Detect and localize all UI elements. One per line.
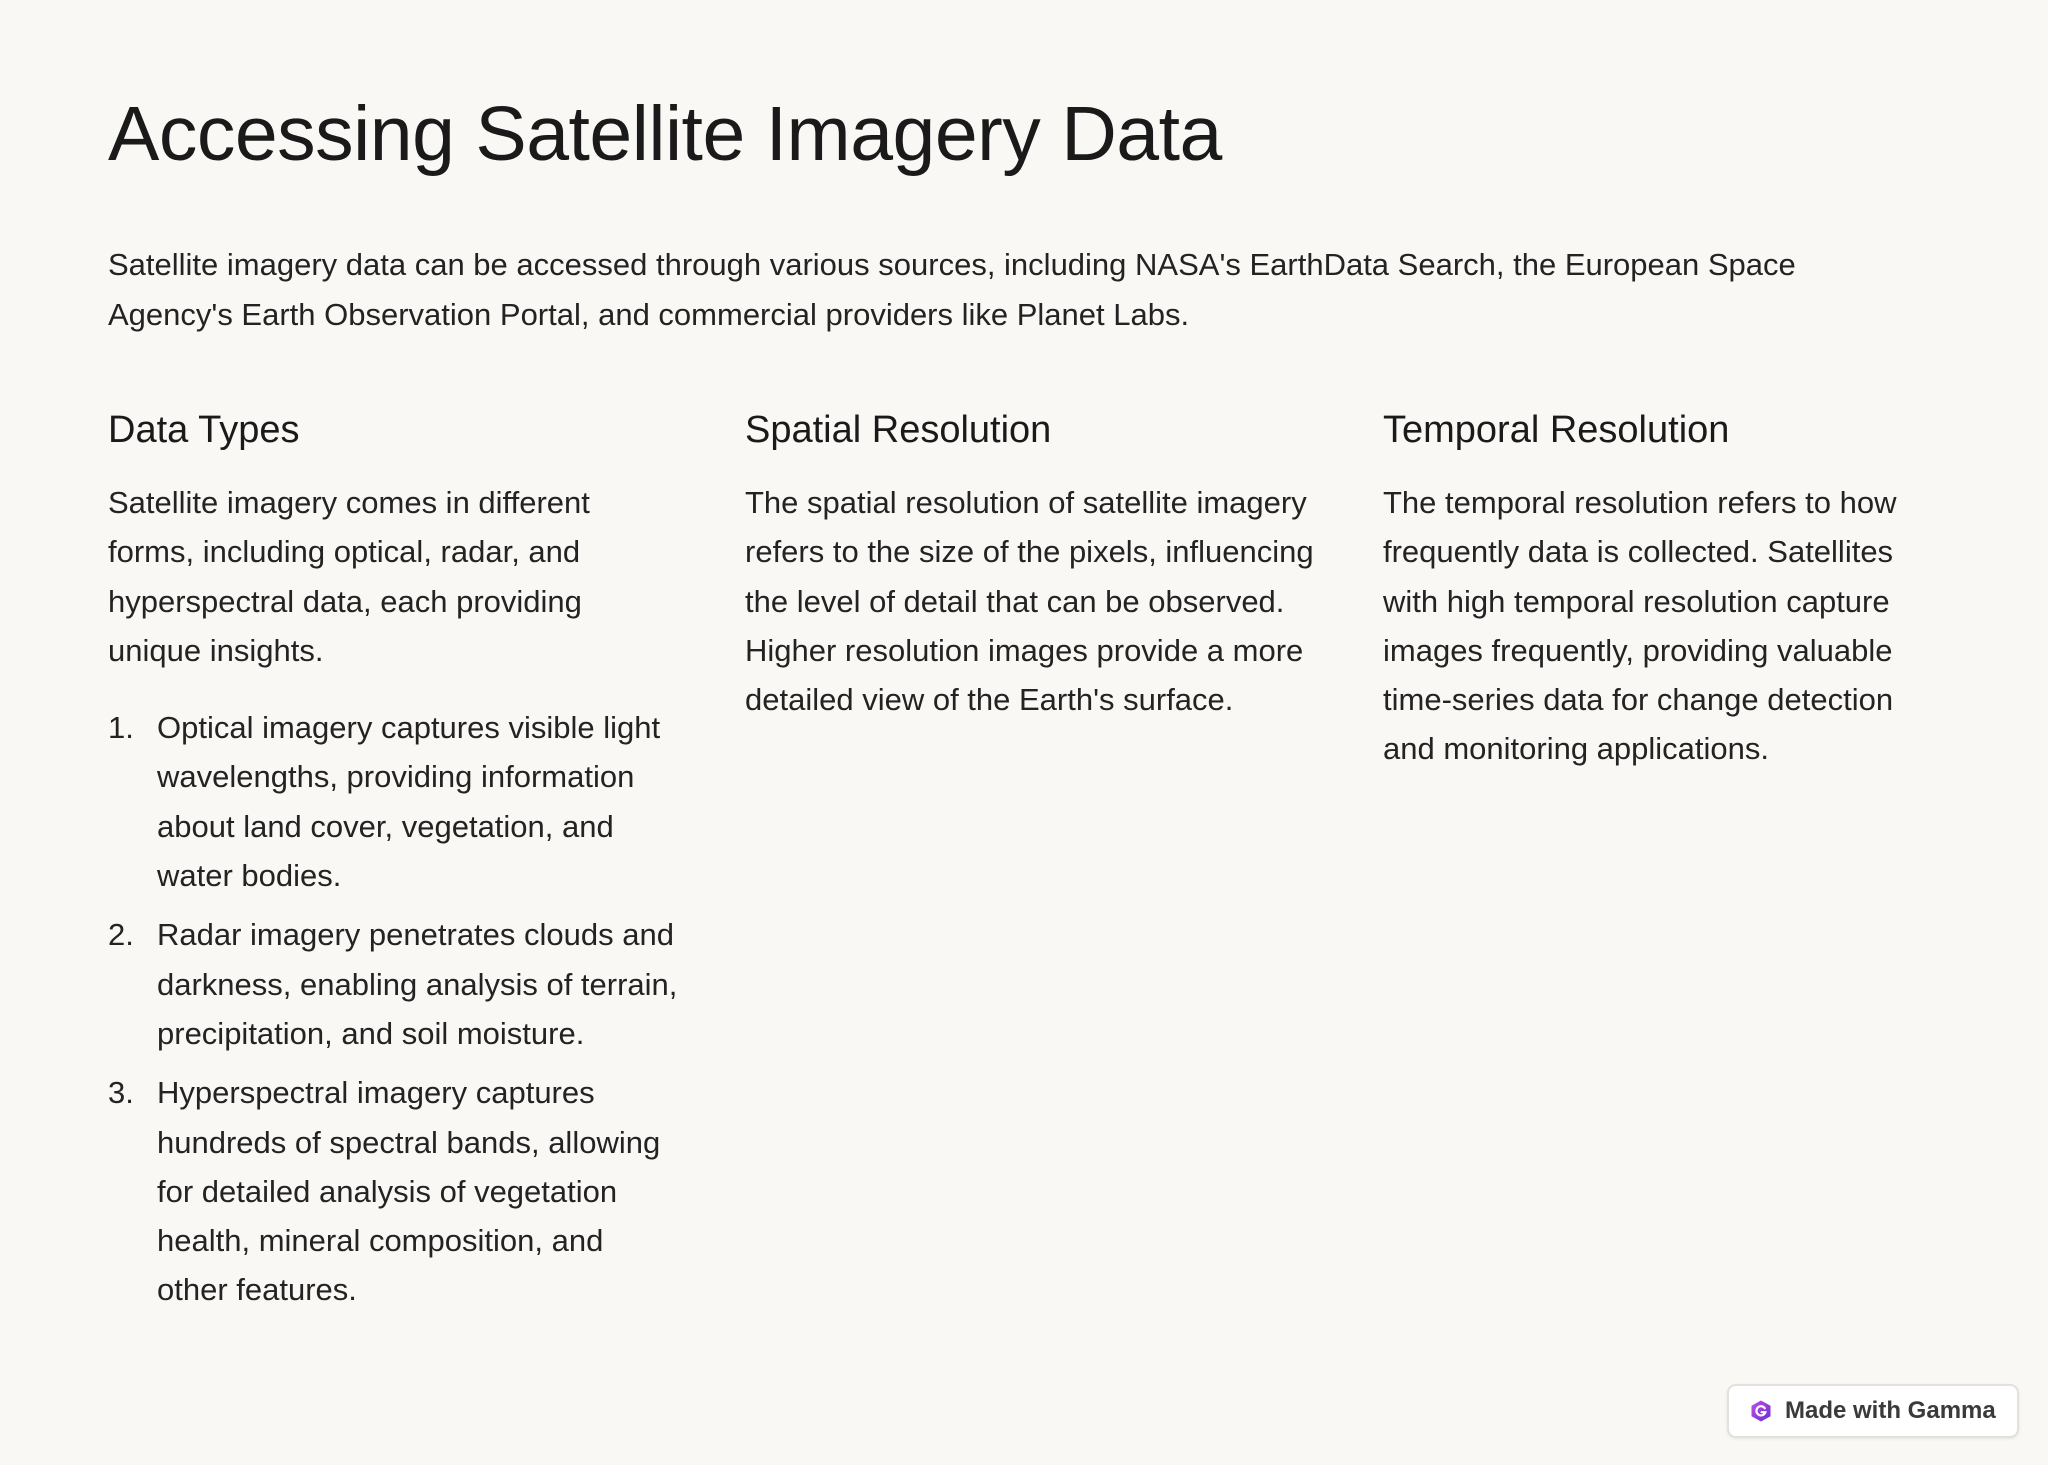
list-item-number: 3. [108,1075,134,1111]
data-types-column [108,398,678,1325]
temporal-resolution-body: The temporal resolution refers to how frequently data is collected. Satellites with high temporal resolution capture images frequently, providing valuable time-series data for change detection and monitoring applications. [1383,485,1897,767]
spatial-resolution-body: The spatial resolution of satellite imagery refers to the size of the pixels, influencing the level of detail that can be observed. Higher resolution images provide a more detailed view of the Earth's surface. [745,485,1314,718]
list-item-text: Radar imagery penetrates clouds and darkness, enabling analysis of terrain, precipitation, and soil moisture. [157,917,678,1051]
page-title: Accessing Satellite Imagery Data [108,91,1222,177]
badge-label: Made with Gamma [1785,1397,1996,1424]
temporal-resolution-column [1383,398,1953,774]
list-item-text: Hyperspectral imagery captures hundreds of spectral bands, allowing for detailed analysis of vegetation health, mineral composition, and other features. [157,1075,661,1308]
list-item-number: 1. [108,710,134,746]
list-item [108,910,678,1058]
data-types-list [108,703,678,1315]
spatial-resolution-heading: Spatial Resolution [745,409,1052,451]
list-item-number: 2. [108,917,134,953]
gamma-logo-icon [1749,1399,1773,1423]
list-item [108,1068,678,1314]
intro-paragraph: Satellite imagery data can be accessed through various sources, including NASA's EarthData Search, the European Space Agency's Earth Observation Portal, and commercial providers like Planet Labs. [108,247,1796,332]
temporal-resolution-heading: Temporal Resolution [1383,409,1730,451]
list-item [108,703,678,900]
made-with-gamma-badge[interactable] [1727,1384,2019,1438]
data-types-heading: Data Types [108,409,300,451]
data-types-body: Satellite imagery comes in different forms, including optical, radar, and hyperspectral data, each providing unique insights. [108,485,590,668]
spatial-resolution-column [745,398,1315,724]
list-item-text: Optical imagery captures visible light wavelengths, providing information about land cover, vegetation, and water bodies. [157,710,661,894]
